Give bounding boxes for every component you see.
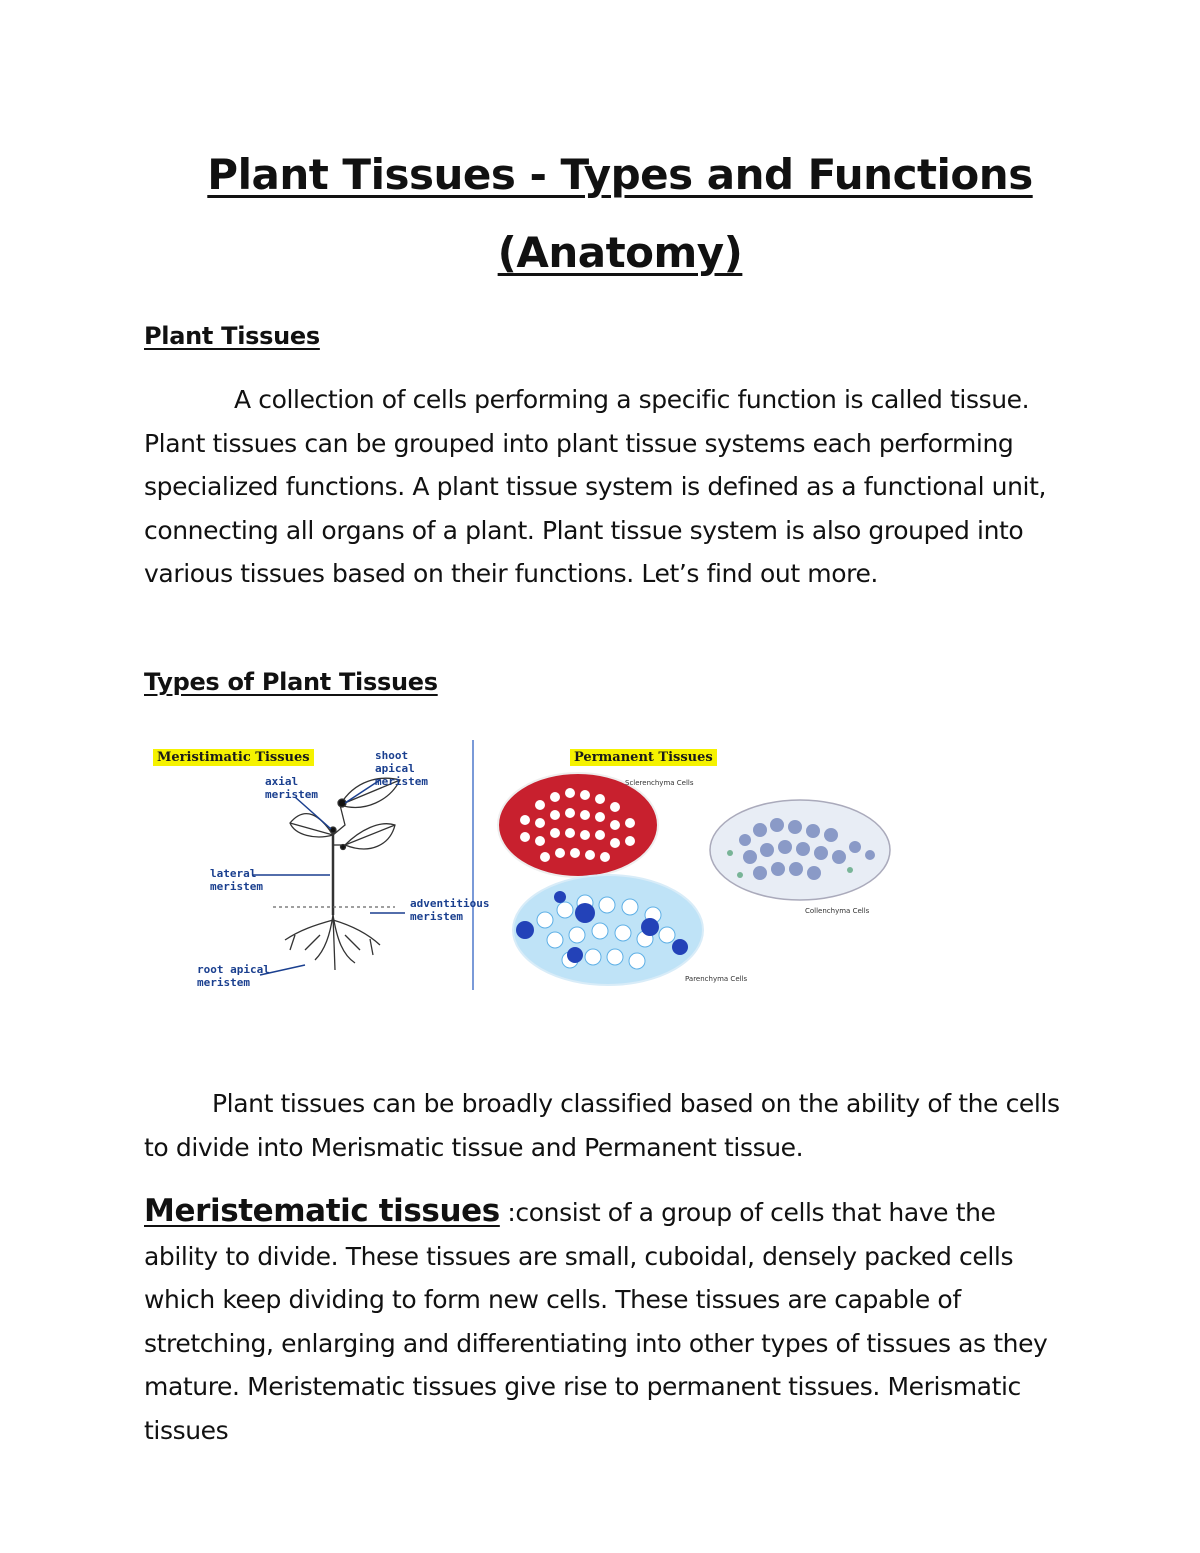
document-title-subtitle: (Anatomy) (497, 228, 743, 277)
lateral-meristem-label: lateral meristem (210, 867, 263, 893)
root-apical-meristem-label: root apical meristem (197, 963, 270, 989)
adventitious-meristem-label: adventitious meristem (410, 897, 490, 923)
collenchyma-caption: Collenchyma Cells (805, 907, 870, 915)
permanent-heading: Permanent Tissues (570, 749, 717, 766)
label-pointers (253, 780, 405, 975)
section-heading-plant-tissues: Plant Tissues (144, 322, 320, 350)
sclerenchyma-cells-image (498, 773, 658, 877)
sclerenchyma-caption: Sclerenchyma Cells (625, 779, 694, 787)
plant-tissues-figure (145, 735, 915, 1000)
axial-meristem-label: axial meristem (265, 775, 318, 801)
parenchyma-caption: Parenchyma Cells (685, 975, 748, 983)
shoot-apical-meristem-label: shoot apical meristem (375, 749, 428, 788)
classification-paragraph (144, 1082, 1064, 1169)
meristematic-term: Meristematic tissues (144, 1193, 500, 1229)
meristematic-heading: Meristimatic Tissues (153, 749, 314, 766)
meristematic-paragraph (144, 1190, 1064, 1452)
intro-paragraph-text: A collection of cells performing a specific function is called tissue. Plant tissues can be grouped into plant tissue systems each performing specialized functions. A plant tissue system is defined as a functional unit, connecting all organs of a plant. Plant tissue system is also grouped into various tissues based on their functions. Let’s find out more. (144, 385, 1047, 588)
intro-paragraph (144, 378, 1064, 596)
meristematic-text: :consist of a group of cells that have the ability to divide. These tissues are small, cuboidal, densely packed cells which keep dividing to form new cells. These tissues are capable of stretching, enlarging and differentiating into other types of tissues as they mature. Meristematic tissues give rise to permanent tissues. Merismatic tissues (144, 1198, 1048, 1445)
document-title: Plant Tissues - Types and Functions (207, 150, 1033, 199)
section-heading-types: Types of Plant Tissues (144, 668, 438, 696)
collenchyma-cells-image (710, 800, 890, 900)
plant-drawing (273, 778, 400, 970)
classification-text: Plant tissues can be broadly classified based on the ability of the cells to divide into Merismatic tissue and Permanent tissue. (144, 1089, 1060, 1162)
parenchyma-cells-image (513, 875, 703, 985)
